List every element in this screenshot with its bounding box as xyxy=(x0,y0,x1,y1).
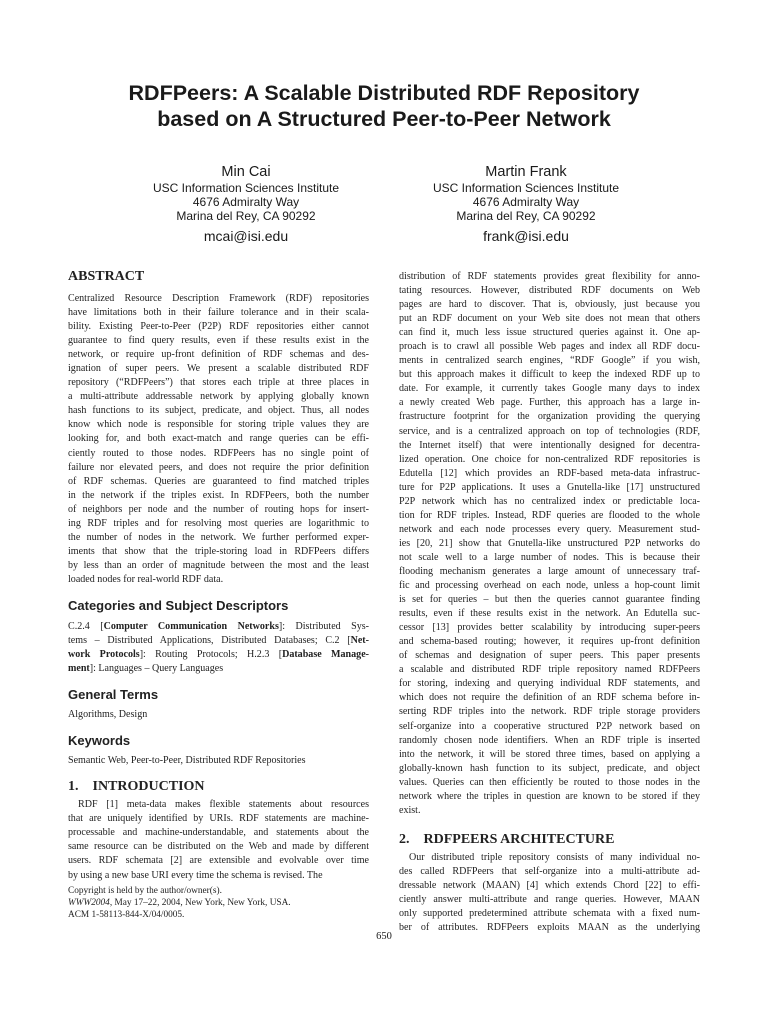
text-line: of RDF schemas. Queries are guaranteed to find matched triples xyxy=(68,475,369,487)
text-line: exist. xyxy=(399,804,421,816)
text-line: a newly created Web page. Further, this approach has a large in- xyxy=(399,397,700,409)
text-line: hash functions to its subject, predicate, and object. Thus, all nodes xyxy=(68,405,369,417)
text-line: values. Queries can then efficiently be routed to those nodes in the xyxy=(399,776,700,788)
author-email: frank@isi.edu xyxy=(483,228,569,244)
text-line: only supported predetermined attribute schemata with a fixed num- xyxy=(399,908,700,920)
text-line: serting RDF triples into the network. RDF triple storage providers xyxy=(399,706,700,718)
text-line: RDF [1] meta-data makes flexible statements about resources xyxy=(78,799,369,811)
text-line: tems – Distributed Applications, Distributed Databases; C.2 [Net- xyxy=(68,635,369,647)
text-line: network and each node processes every query. Measurement stud- xyxy=(399,523,700,535)
left-column xyxy=(68,268,369,921)
general-terms-body: Algorithms, Design xyxy=(68,709,148,721)
text-line: C.2.4 [Computer Communication Networks]: Distributed Sys- xyxy=(68,620,369,632)
text-line: which does not require the definition of an RDF schema before in- xyxy=(399,692,700,704)
text-line: is set for queries – but then the queries cannot guarantee finding xyxy=(399,594,700,606)
keywords-body: Semantic Web, Peer-to-Peer, Distributed RDF Repositories xyxy=(68,755,306,767)
text-line: a scalable and distributed RDF triple repository named RDFPeers xyxy=(399,664,700,676)
text-line: dressable network (MAAN) [4] which extends Chord [22] to effi- xyxy=(399,879,700,891)
text-line: network, or require up-front definition of RDF schemas and des- xyxy=(68,349,369,361)
author-name: Min Cai xyxy=(221,164,271,180)
text-line: by less than an order of magnitude between the most and the least xyxy=(68,559,369,571)
text-line: in the network if the triples exist. In RDFPeers, both the number xyxy=(68,489,369,501)
text-line: fic and processing overhead on each node, unless a hop-count limit xyxy=(399,580,700,592)
text-line: globally-known hash function to its subject, predicate, and object xyxy=(399,762,700,774)
text-line: failure nor elevated peers, and does not require the prior definition xyxy=(68,461,369,473)
text-line: ignation of super peers. We present a scalable distributed RDF xyxy=(68,363,369,375)
author-block-1 xyxy=(96,164,396,245)
abstract-body xyxy=(68,292,369,587)
conference-name: WWW2004 xyxy=(68,897,110,908)
author-city: Marina del Rey, CA 90292 xyxy=(456,209,596,223)
author-address: 4676 Admiralty Way xyxy=(472,195,580,209)
text-line: self-organize into a cooperative structured P2P network based on xyxy=(399,720,700,732)
acm-number: ACM 1-58113-844-X/04/0005. xyxy=(68,909,185,920)
text-line: des called RDFPeers that self-organize into a multi-attribute ad- xyxy=(399,865,700,877)
abstract-heading: ABSTRACT xyxy=(68,269,145,284)
text-line: Edutella [12] which provides an RDF-based meta-data infrastruc- xyxy=(399,467,700,479)
text-line: same resource can be distributed on the Web and made by different xyxy=(68,841,369,853)
text-line: iments that show that the triple-storing load in RDFPeers differs xyxy=(68,545,369,557)
text-line: know which node is responsible for storing triple values they are xyxy=(68,419,369,431)
text-line: ber of attributes. RDFPeers exploits MAAN as the underlying xyxy=(399,922,700,934)
text-line: frastructure footprint for the organization providing the querying xyxy=(399,411,700,423)
text-line: cessor [13] provides better scalability by introducing super-peers xyxy=(399,622,700,634)
text-line: randomly chosen node identifiers. When an RDF triple is inserted xyxy=(399,734,700,746)
text-line: pages are hard to discover. That is, obviously, just because you xyxy=(399,299,700,311)
text-line: the number of nodes in the network. We further performed exper- xyxy=(68,531,369,543)
text-line: looking for, and both exact-match and range queries can be effi- xyxy=(68,433,369,445)
text-line: can find it, much less issue structured queries against it. One ap- xyxy=(399,327,700,339)
author-affiliation: USC Information Sciences Institute xyxy=(152,181,340,195)
text-line: have limitations both in their failure tolerance and in their scala- xyxy=(68,307,369,319)
text-line: tion for RDF triples. Instead, RDF queries are flooded to the whole xyxy=(399,509,700,521)
categories-heading: Categories and Subject Descriptors xyxy=(68,597,289,613)
section-2-body xyxy=(399,851,700,935)
text-line: that are uniquely identified by URIs. RDF statements are machine- xyxy=(68,813,369,825)
text-line: lized operation. One choice for non-centralized RDF repositories is xyxy=(399,453,700,465)
text-line: loaded nodes for real-world RDF data. xyxy=(68,573,224,585)
text-line: guarantee to find query results, even if these results exist in the xyxy=(68,335,369,347)
text-line: processable and machine-understandable, and statements about the xyxy=(68,827,369,839)
keywords-heading: Keywords xyxy=(68,733,131,749)
text-line: but this approach makes it difficult to keep the indexed RDF up to xyxy=(399,369,700,381)
text-line: results, even if these results exist in the network. An Edutella suc- xyxy=(399,608,700,620)
introduction-body xyxy=(68,798,369,882)
introduction-heading: 1. INTRODUCTION xyxy=(68,779,205,795)
text-line: repository (“RDFPeers”) that stores each triple at three places in xyxy=(68,377,369,389)
text-line: by using a new base URI every time the schema is revised. The xyxy=(68,869,323,881)
text-line: users. RDF schemata [2] are extensible and evolvable over time xyxy=(68,855,369,867)
categories-body xyxy=(68,620,369,676)
general-terms-heading: General Terms xyxy=(68,687,159,703)
text-line: ments in centralized search engines, “RDF Google” if you wish, xyxy=(399,355,700,367)
author-affiliation: USC Information Sciences Institute xyxy=(432,181,620,195)
title-line-1: RDFPeers: A Scalable Distributed RDF Repository xyxy=(128,81,640,105)
text-line: service, and is a centralized approach on top of technologies (RDF, xyxy=(399,425,700,437)
text-line: ies [20, 21] show that Gnutella-like unstructured P2P networks do xyxy=(399,537,700,549)
copyright-notice xyxy=(68,885,369,921)
text-line: ture for P2P applications. It uses a Gnutella-like [17] unstructured xyxy=(399,481,700,493)
author-name: Martin Frank xyxy=(485,164,567,180)
author-email: mcai@isi.edu xyxy=(203,228,289,244)
text-line: a multi-attribute addressable network by applying globally known xyxy=(68,391,369,403)
text-line: work Protocols]: Routing Protocols; H.2.3 [Database Manage- xyxy=(68,649,369,661)
page-number: 650 xyxy=(376,931,392,942)
text-line: not scale well to a large number of nodes. This is because their xyxy=(399,551,700,563)
conference-details: , May 17–22, 2004, New York, New York, USA. xyxy=(109,897,291,908)
text-line: flooding mechanism generates a large amount of unnecessary traf- xyxy=(399,565,700,577)
text-line: ing RDF triples and for resolving most queries are logarithmic to xyxy=(68,517,369,529)
paper-title xyxy=(60,80,708,132)
text-line: proach is to crawl all possible Web pages and index all RDF docu- xyxy=(399,341,700,353)
author-address: 4676 Admiralty Way xyxy=(192,195,300,209)
conference-line xyxy=(68,897,369,909)
text-line: Our distributed triple repository consists of many individual no- xyxy=(409,851,700,863)
text-line: Centralized Resource Description Framework (RDF) repositories xyxy=(68,293,369,304)
text-line: tating resources. However, distributed RDF documents on Web xyxy=(399,285,700,297)
right-column xyxy=(399,270,700,935)
introduction-continued xyxy=(399,270,700,818)
text-line: of neighbors per node and the number of routing hops for insert- xyxy=(68,503,369,515)
text-line: put an RDF document on your Web site does not mean that others xyxy=(399,313,700,325)
text-line: of schemas and designation of super peers. This paper presents xyxy=(399,650,700,662)
text-line: ciently routed to those nodes. RDFPeers has no single point of xyxy=(68,447,369,459)
text-line: P2P network which has no centralized index or predictable loca- xyxy=(399,495,700,507)
section-2-heading: 2. RDFPEERS ARCHITECTURE xyxy=(399,831,615,847)
text-line: the Internet itself) that were intentionally designed for decentra- xyxy=(399,439,700,451)
text-line: and schema-based routing; however, it requires up-front definition xyxy=(399,636,700,648)
text-line: network where the triples in question are known to be stored if they xyxy=(399,790,700,802)
copyright-line: Copyright is held by the author/owner(s). xyxy=(68,885,222,896)
author-block-2 xyxy=(376,164,676,245)
text-line: date. For example, it currently takes Google many days to index xyxy=(399,383,700,395)
text-line: bility. Existing Peer-to-Peer (P2P) RDF repositories either cannot xyxy=(68,321,369,333)
author-city: Marina del Rey, CA 90292 xyxy=(176,209,316,223)
text-line: for storing, indexing and querying individual RDF statements, and xyxy=(399,678,700,690)
title-line-2: based on A Structured Peer-to-Peer Network xyxy=(157,107,611,131)
text-line: ciently answer multi-attribute and range queries. However, MAAN xyxy=(399,893,700,905)
text-line: into the network, it will be stored three times, based on applying a xyxy=(399,748,700,760)
text-line: distribution of RDF statements provides great flexibility for anno- xyxy=(399,271,700,282)
text-line: ment]: Languages – Query Languages xyxy=(68,663,224,675)
